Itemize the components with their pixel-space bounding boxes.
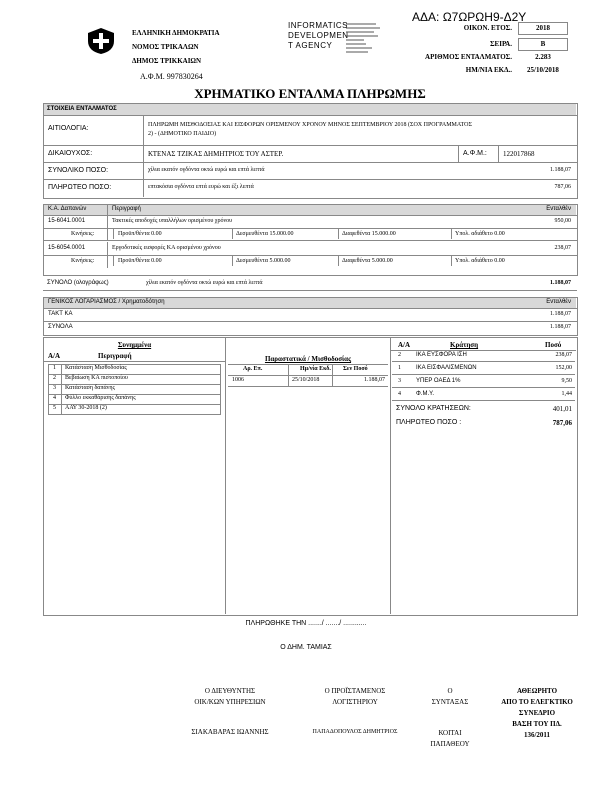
signature-director (175, 686, 285, 708)
attachment-desc: Φύλλο εκκαθάρισης δαπάνης (65, 395, 136, 401)
signature-role: ΣΥΝΤΑΞΑΣ (431, 698, 469, 706)
row-divider (392, 374, 575, 375)
movements-label: Κινήσεις: (71, 258, 95, 264)
plirotateo-value: 787,06 (554, 184, 571, 190)
cell-divider (451, 229, 452, 239)
attachment-aa: 3 (53, 385, 56, 391)
audit-note-line: ΣΥΝΕΔΡΙΟ (518, 709, 556, 717)
header-field-label: ΑΡΙΘΜΟΣ ΕΝΤΑΛΜΑΤΟΣ. (425, 53, 512, 61)
ada-code: ΑΔΑ: Ω7ΩΡΩΗ9-Δ2Υ (412, 10, 527, 24)
audit-court-note (492, 686, 582, 741)
header-field-label: ΗΜ/ΝΙΑ ΕΚΔ.. (465, 66, 512, 74)
deduction-name: Φ.Μ.Υ. (416, 391, 435, 397)
deductions-col-aa: Α/Α (398, 341, 411, 349)
row-divider (43, 255, 577, 256)
document-title: ΧΡΗΜΑΤΙΚΟ ΕΝΤΑΛΜΑ ΠΛΗΡΩΜΗΣ (194, 86, 426, 101)
deduction-aa: 1 (398, 365, 401, 371)
deduction-name: ΥΠΕΡ ΟΑΕΔ 1% (416, 378, 461, 384)
movement-allocated: Διαφεθέντα 5.000.00 (342, 258, 393, 264)
deduction-aa: 4 (398, 391, 401, 397)
attachment-aa: 1 (53, 365, 56, 371)
header-field-label: ΟΙΚΟΝ. ΕΤΟΣ. (463, 24, 512, 32)
ledger-total-value: 1.188,07 (550, 324, 571, 330)
deduction-name: ΙΚΑ ΕΙΣΦΑΛΙΣΜΕΝΩΝ (416, 365, 477, 371)
deductions-col-amount: Ποσό (545, 341, 562, 349)
cell-divider (232, 256, 233, 266)
payment-info-title: Παραστατικά / Μισθοδοσίας (264, 355, 352, 363)
col-desc-header: Περιγραφή (112, 206, 141, 212)
ledger-row-value: 1.188,07 (550, 311, 571, 317)
row-divider (392, 400, 575, 401)
expense-desc: Τακτικές αποδοχές υπαλλήλων ορισμένου χρόνου (112, 218, 233, 224)
cell-divider (338, 256, 339, 266)
dikaiouxos-value: ΚΤΕΝΑΣ ΤΖΙΚΑΣ ΔΗΜΗΤΡΙΟΣ ΤΟΥ ΑΣΤΕΡ. (148, 150, 284, 158)
issuer-block (132, 26, 220, 68)
deductions-total-label: ΣΥΝΟΛΟ ΚΡΑΤΗΣΕΩΝ: (396, 405, 471, 412)
attachment-desc: Κατάσταση δαπάνης (65, 385, 115, 391)
expense-code: 15-6041.0001 (48, 218, 86, 224)
payment-ar-value: 1006 (232, 377, 244, 383)
header-field-value: 2.283 (535, 53, 551, 61)
agency-logo-text (288, 21, 349, 51)
payable-label: ΠΛΗΡΩΤΕΟ ΠΟΣΟ : (396, 419, 462, 426)
deduction-amount: 238,07 (555, 352, 572, 358)
row-divider (392, 361, 575, 362)
agency-stamp-graphic (346, 22, 382, 56)
movement-budgeted: Προϋπ/θέντα 0.00 (118, 258, 162, 264)
signature-role: Ο ΠΡΟΪΣΤΑΜΕΝΟΣ (324, 687, 386, 695)
cell-divider (232, 229, 233, 239)
signature-director-name: ΣΙΑΚΑΒΑΡΑΣ ΙΩΑΝΝΗΣ (191, 728, 269, 736)
synoliko-label: ΣΥΝΟΛΙΚΟ ΠΟΣΟ: (48, 167, 109, 174)
details-header-bar (44, 104, 576, 115)
issuer-line: ΔΗΜΟΣ ΤΡΙΚΚΑΙΩΝ (132, 57, 202, 65)
signature-role: Ο ΔΙΕΥΘΥΝΤΗΣ (204, 687, 256, 695)
payment-col-ar: Αρ. Επ. (243, 366, 263, 372)
treasurer-label: Ο ΔΗΜ. ΤΑΜΙΑΣ (280, 644, 332, 651)
issuer-line: ΕΛΛΗΝΙΚΗ ΔΗΜΟΚΡΑΤΙΑ (132, 29, 220, 37)
total-words-label: ΣΥΝΟΛΟ (ολογράφως) (47, 280, 109, 286)
aitiologia-text: ΠΛΗΡΩΜΗ ΜΙΣΘΟΔΟΣΙΑΣ ΚΑΙ ΕΙΣΦΟΡΩΝ ΟΡΙΣΜΕΝΟΥ ΧΡΟΝΟΥ ΜΗΝΟΣ ΣΕΠΤΕΜΒΡΙΟΥ 2018 (ΣΟΧ ΠΡΟΓΡΑΜΜΑΤΟΣ (148, 122, 472, 128)
synoliko-words: χίλια εκατόν ογδόντα οκτώ ευρώ και επτά λεπτά (148, 167, 265, 173)
afm-value: 122017868 (503, 150, 535, 158)
attachment-aa: 2 (53, 375, 56, 381)
attachments-col-desc: Περιγραφή (98, 352, 132, 360)
col-amount-header: Ενταλθέν (546, 206, 571, 212)
attachment-aa: 5 (53, 405, 56, 411)
deduction-amount: 152,00 (555, 365, 572, 371)
signature-name-line: ΚΟΙΤΑΙ (438, 729, 462, 737)
movement-committed: Δεσμευθέντα 15.000.00 (236, 231, 294, 237)
movement-committed: Δεσμευθέντα 5.000.00 (236, 258, 291, 264)
plirotateo-label: ΠΛΗΡΩΤΕΟ ΠΟΣΟ: (48, 184, 112, 191)
audit-note-line: ΑΘΕΩΡΗΤΟ (516, 687, 558, 695)
expense-desc: Εργοδοτικές εισφορές ΚΑ ορισμένου χρόνου (112, 245, 221, 251)
signature-composer-name (415, 728, 485, 750)
signature-role: ΟΙΚ/ΚΩΝ ΥΠΗΡΕΣΙΩΝ (194, 698, 266, 706)
details-section-label: ΣΤΟΙΧΕΙΑ ΕΝΤΑΛΜΑΤΟΣ (47, 106, 117, 112)
deductions-col-name: Κράτηση (450, 341, 479, 349)
audit-note-line: 136/2011 (523, 731, 551, 739)
plirotateo-words: επτακόσια ογδόντα επτά ευρώ και έξι λεπτά (148, 184, 254, 190)
deduction-amount: 1,44 (561, 391, 572, 397)
ledger-total-label: ΣΥΝΟΛΑ (48, 324, 73, 330)
attachment-desc: Βεβαίωση ΚΑ πιστοποίου (65, 375, 128, 381)
header-field-value: 25/10/2018 (527, 66, 559, 74)
deduction-name: ΙΚΑ ΕΥΣΦΟΡΑ ΙΣΗ (416, 352, 467, 358)
greek-coat-of-arms-icon (86, 27, 116, 55)
dikaiouxos-label: ΔΙΚΑΙΟΥΧΟΣ: (48, 150, 93, 157)
aitiologia-text-2: 2) - (ΔΗΜΟΤΙΚΟ ΠΑΙΔΙΟ) (148, 131, 217, 137)
col-divider (107, 242, 108, 268)
movement-allocated: Διαφεθέντα 15.000.00 (342, 231, 396, 237)
agency-line: DEVELOPMEN (288, 31, 349, 40)
issuer-afm: Α.Φ.Μ. 997830264 (140, 72, 203, 81)
aitiologia-label: ΑΙΤΙΟΛΟΓΙΑ: (48, 125, 89, 132)
row-divider (392, 387, 575, 388)
movements-label: Κινήσεις: (71, 231, 95, 237)
attachment-desc: Κατάσταση Μισθοδοσίας (65, 365, 127, 371)
audit-note-line: ΒΑΣΗ ΤΟΥ ΠΔ. (512, 720, 562, 728)
payment-col-amount: Σεν Ποσό (343, 366, 368, 372)
movement-remaining: Υπολ. αδιάθετο 0.00 (455, 231, 505, 237)
expense-amount: 238,07 (554, 245, 571, 251)
afm-label: Α.Φ.Μ.: (463, 150, 487, 157)
attachments-col-aa: Α/Α (48, 352, 61, 360)
signature-composer (415, 686, 485, 708)
header-field-label: ΣΕΙΡΑ. (489, 40, 512, 48)
expense-code: 15-6054.0001 (48, 245, 86, 251)
signature-accounting-head (300, 686, 410, 708)
agency-line: T AGENCY (288, 41, 333, 50)
movement-budgeted: Προϋπ/θέντα 0.00 (118, 231, 162, 237)
paid-on-line: ΠΛΗΡΩΘΗΚΕ ΤΗΝ ......./ ......./ ............ (245, 620, 367, 627)
issuer-line: ΝΟΜΟΣ ΤΡΙΚΑΛΩΝ (132, 43, 199, 51)
col-divider (107, 215, 108, 241)
header-field-value: 2018 (536, 24, 550, 32)
ledger-header: ΓΕΝΙΚΟΣ ΛΟΓΑΡΙΑΣΜΟΣ / Χρηματοδότηση (48, 299, 165, 305)
payable-value: 787,06 (552, 419, 572, 427)
signature-role: Ο (447, 687, 453, 695)
signature-accounting-name: ΠΑΠΑΔΟΠΟΥΛΟΣ ΔΗΜΗΤΡΙΟΣ (312, 729, 398, 735)
col-code-header: Κ.Α. Δαπανών (48, 206, 87, 212)
cell-divider (113, 256, 114, 266)
row-divider (43, 240, 577, 241)
payment-amount-value: 1.188,07 (364, 377, 385, 383)
synoliko-value: 1.188,07 (550, 167, 571, 173)
deduction-aa: 3 (398, 378, 401, 384)
total-words-text: χίλια εκατόν ογδόντα οκτώ ευρώ και επτά λεπτά (146, 280, 263, 286)
deduction-aa: 2 (398, 352, 401, 358)
cell-divider (451, 256, 452, 266)
audit-note-line: ΑΠΟ ΤΟ ΕΛΕΓΚΤΙΚΟ (501, 698, 573, 706)
cell-divider (338, 229, 339, 239)
signature-role: ΛΟΓΙΣΤΗΡΙΟΥ (332, 698, 378, 706)
agency-line: INFORMATICS (288, 21, 349, 30)
expense-amount: 950,00 (554, 218, 571, 224)
movement-remaining: Υπολ. αδιάθετο 0.00 (455, 258, 505, 264)
ledger-row-label: ΤΑΚΤ ΚΑ (48, 311, 73, 317)
cell-divider (113, 229, 114, 239)
signature-name-line: ΠΑΠΑΘΕΟΥ (430, 740, 470, 748)
attachments-title: Συνημμένα (117, 341, 152, 349)
deductions-total-value: 401,01 (552, 405, 572, 413)
attachment-aa: 4 (53, 395, 56, 401)
payment-date-value: 25/10/2018 (292, 377, 320, 383)
ledger-amount-header: Ενταλθέν (546, 299, 571, 305)
deduction-amount: 9,50 (561, 378, 572, 384)
payment-col-date: Ημ/νία Εκδ. (300, 366, 331, 372)
attachment-desc: ΑΑΥ 30-2018 (2) (65, 405, 107, 411)
header-field-value: Β (540, 40, 546, 48)
row-divider (43, 228, 577, 229)
total-words-value: 1.188,07 (550, 280, 571, 286)
